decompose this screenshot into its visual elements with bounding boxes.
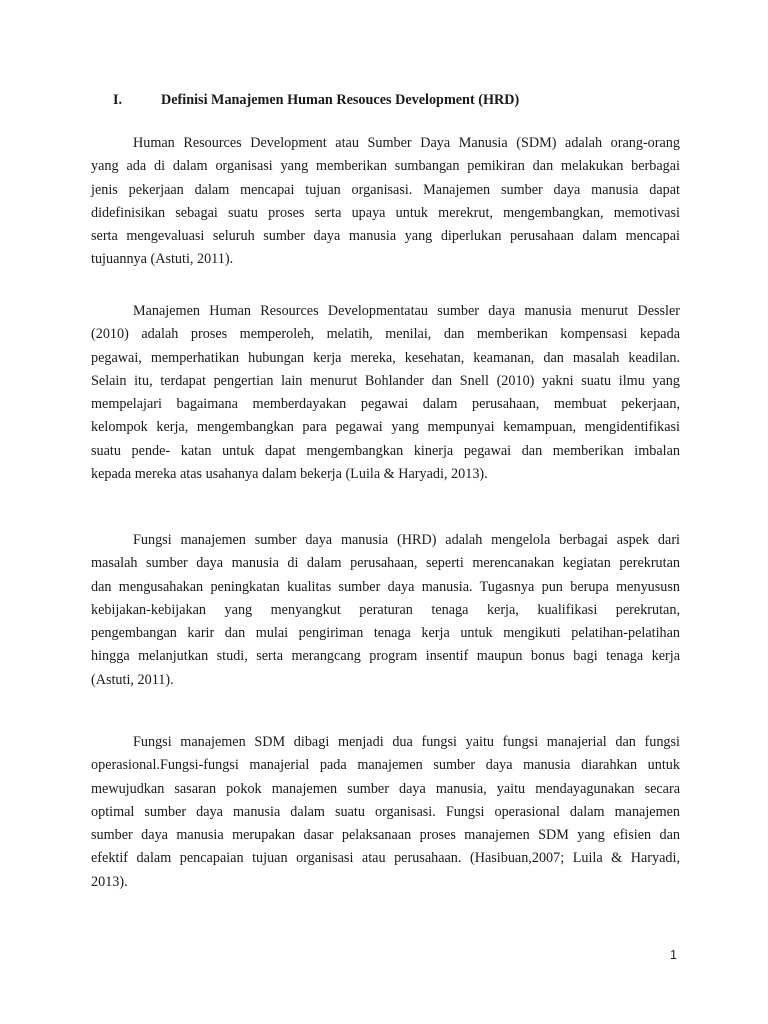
paragraph-line: dan mengusahakan peningkatan kualitas sumber daya manusia. Tugasnya pun berupa menyususn: [91, 578, 680, 595]
paragraph-line: Manajemen Human Resources Developmentatau sumber daya manusia menurut Dessler: [133, 303, 680, 319]
paragraph-line: Fungsi manajemen sumber daya manusia (HRD) adalah mengelola berbagai aspek dari: [133, 532, 680, 548]
paragraph-line: kelompok kerja, mengembangkan para pegawai yang mempunyai kemampuan, mengidentifikasi: [91, 419, 680, 436]
paragraph-line: Selain itu, terdapat pengertian lain menurut Bohlander dan Snell (2010) yakni suatu ilmu yang: [91, 372, 680, 389]
paragraph-line: masalah sumber daya manusia di dalam perusahaan, seperti merencanakan kegiatan perekrutan: [91, 555, 680, 572]
paragraph-2: [91, 300, 680, 486]
paragraph-line: pegawai, memperhatikan hubungan kerja mereka, kesehatan, keamanan, dan masalah keadilan.: [91, 349, 680, 366]
paragraph-line: (Astuti, 2011).: [91, 671, 174, 688]
paragraph-4: [91, 731, 680, 894]
paragraph-line: suatu pende- katan untuk dapat mengembangkan kinerja pegawai dan memberikan imbalan: [91, 442, 680, 459]
paragraph-line: kepada mereka atas usahanya dalam bekerja (Luila & Haryadi, 2013).: [91, 466, 488, 483]
paragraph-line: mewujudkan sasaran pokok manajemen sumber daya manusia, yaitu mendayagunakan secara: [91, 780, 680, 797]
paragraph-line: hingga melanjutkan studi, serta merangcang program insentif maupun bonus bagi tenaga kerja: [91, 648, 680, 665]
paragraph-line: operasional.Fungsi-fungsi manajerial pada manajemen sumber daya manusia diarahkan untuk: [91, 757, 680, 774]
paragraph-line: efektif dalam pencapaian tujuan organisasi atau perusahaan. (Hasibuan,2007; Luila & Haryadi,: [91, 850, 680, 867]
paragraph-1: [91, 132, 680, 272]
paragraph-line: (2010) adalah proses memperoleh, melatih, menilai, dan memberikan kompensasi kepada: [91, 326, 680, 343]
paragraph-line: pengembangan karir dan mulai pengiriman tenaga kerja untuk mengikuti pelatihan-pelatihan: [91, 625, 680, 642]
section-heading: [113, 92, 519, 109]
paragraph-line: yang ada di dalam organisasi yang memberikan sumbangan pemikiran dan melakukan berbagai: [91, 158, 680, 175]
paragraph-line: sumber daya manusia merupakan dasar pelaksanaan proses manajemen SDM yang efisien dan: [91, 827, 680, 844]
paragraph-line: Fungsi manajemen SDM dibagi menjadi dua fungsi yaitu fungsi manajerial dan fungsi: [133, 734, 680, 750]
paragraph-line: optimal sumber daya manusia dalam suatu organisasi. Fungsi operasional dalam manajemen: [91, 803, 680, 820]
paragraph-line: jenis pekerjaan dalam mencapai tujuan organisasi. Manajemen sumber daya manusia dapat: [91, 181, 680, 198]
paragraph-line: 2013).: [91, 873, 128, 890]
section-number: I.: [113, 92, 123, 108]
paragraph-line: serta mengevaluasi seluruh sumber daya manusia yang diperlukan perusahaan dalam mencapai: [91, 228, 680, 245]
paragraph-line: tujuannya (Astuti, 2011).: [91, 251, 234, 268]
page-number: 1: [670, 948, 677, 962]
paragraph-line: mempelajari bagaimana memberdayakan pegawai dalam perusahaan, membuat pekerjaan,: [91, 396, 680, 413]
paragraph-line: didefinisikan sebagai suatu proses serta upaya untuk merekrut, mengembangkan, memotivasi: [91, 204, 680, 221]
section-title: Definisi Manajemen Human Resouces Development (HRD): [161, 92, 520, 108]
paragraph-3: [91, 529, 680, 692]
paragraph-line: Human Resources Development atau Sumber Daya Manusia (SDM) adalah orang-orang: [133, 135, 680, 151]
paragraph-line: kebijakan-kebijakan yang menyangkut peraturan tenaga kerja, kualifikasi perekrutan,: [91, 601, 680, 618]
